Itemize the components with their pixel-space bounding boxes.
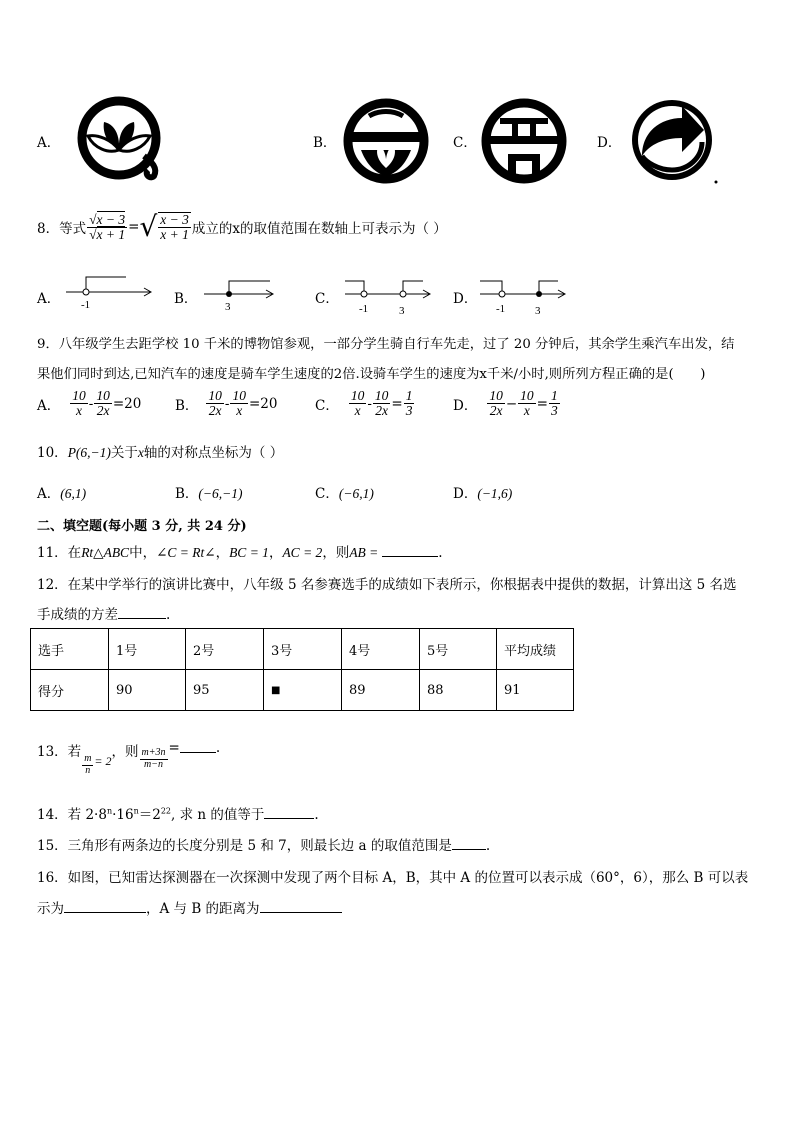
q11-end: . bbox=[438, 545, 443, 561]
q8-rhs-numerator: x − 3 bbox=[160, 212, 189, 227]
q9-d-eq: = bbox=[536, 395, 548, 412]
q10-point: P(6,−1) bbox=[67, 445, 111, 460]
q8-suffix: 成立的x的取值范围在数轴上可表示为（ ） bbox=[191, 221, 447, 238]
q11-text-4: ，则 bbox=[322, 545, 350, 561]
q11-text-2: ， bbox=[215, 545, 230, 561]
q9-option-a bbox=[37, 389, 141, 418]
q10-text-2: 轴的对称点坐标为（ ） bbox=[143, 445, 284, 461]
q10-a-label: A． bbox=[37, 486, 61, 502]
q8-numberline-c bbox=[343, 276, 435, 316]
question-13 bbox=[37, 740, 220, 776]
q9-b-rhs: =20 bbox=[248, 395, 278, 412]
q9-option-b bbox=[175, 389, 277, 418]
q9-a-n1: 10 bbox=[72, 388, 86, 403]
q14-exp-1: n bbox=[106, 806, 113, 816]
q9-option-c bbox=[315, 389, 415, 418]
table-header-cell: 2号 bbox=[186, 629, 264, 670]
q8-numberline-d bbox=[478, 276, 570, 316]
q11-cond-2: BC = 1 bbox=[229, 545, 269, 560]
q9-a-d2: 2x bbox=[96, 403, 110, 419]
q14-mid: ·16 bbox=[112, 807, 134, 823]
q12-answer-blank[interactable] bbox=[118, 606, 166, 619]
q12-end: . bbox=[166, 607, 171, 623]
q9-a-label: A． bbox=[37, 397, 61, 414]
q14-exp-3: 22 bbox=[160, 806, 172, 816]
q14-number: 14．若 2·8 bbox=[37, 807, 107, 823]
q9-d-d2: x bbox=[523, 403, 530, 419]
q14-answer-blank[interactable] bbox=[264, 806, 314, 819]
q12-line-2-text: 手成绩的方差 bbox=[37, 607, 118, 623]
q11-cond-3: AC = 2 bbox=[282, 545, 323, 560]
q10-b-label: B． bbox=[175, 486, 199, 502]
q8-d-tick-label-2: 3 bbox=[535, 305, 541, 316]
table-cell: 得分 bbox=[31, 670, 109, 711]
q9-a-d1: x bbox=[76, 403, 82, 419]
q9-a-op: - bbox=[88, 395, 94, 412]
q9-c-n1: 10 bbox=[350, 388, 365, 403]
q14-eq: ＝2 bbox=[138, 807, 161, 823]
q9-b-d2: x bbox=[236, 403, 243, 419]
table-header-cell: 选手 bbox=[31, 629, 109, 670]
q11-answer-blank[interactable] bbox=[382, 544, 438, 557]
q9-c-n2: 10 bbox=[374, 388, 389, 403]
q11-text-1: 中， bbox=[129, 545, 157, 561]
q9-line-1: 9．八年级学生去距学校 10 千米的博物馆参观，一部分学生骑自行车先走，过了 20 分钟后，其余学生乘汽车出发，结 bbox=[37, 337, 735, 352]
q8-b-tick-label: 3 bbox=[225, 301, 231, 313]
q10-a-answer: (6,1) bbox=[60, 486, 87, 501]
q9-d-op: − bbox=[505, 395, 518, 412]
q9-c-label: C． bbox=[315, 397, 339, 414]
q10-d-label: D． bbox=[453, 486, 478, 502]
q9-d-n1: 10 bbox=[489, 388, 503, 403]
q13-eq: = 2 bbox=[94, 754, 112, 768]
table-cell: 91 bbox=[497, 670, 574, 711]
table-header-row bbox=[31, 629, 574, 670]
q9-c-d1: x bbox=[354, 403, 361, 419]
q11-cond-4: AB = bbox=[349, 545, 379, 560]
q10-option-d bbox=[453, 482, 512, 502]
q13-comma: ，则 bbox=[111, 744, 139, 760]
section-2-heading: 二、填空题(每小题 3 分, 共 24 分) bbox=[37, 519, 247, 534]
q13-number: 13．若 bbox=[37, 744, 82, 760]
q8-lhs-numerator: √x − 3 bbox=[89, 211, 126, 227]
q7-option-d-label: D． bbox=[597, 135, 622, 151]
q9-d-rn: 1 bbox=[550, 388, 558, 403]
q8-d-tick-label-1: -1 bbox=[496, 303, 506, 315]
q13-f1-num: m bbox=[84, 753, 92, 764]
question-11 bbox=[37, 541, 443, 561]
q16-line-2a: 示为 bbox=[37, 901, 64, 917]
q15-text: 15．三角形有两条边的长度分别是 5 和 7，则最长边 a 的取值范围是 bbox=[37, 838, 452, 854]
q13-f1-den: n bbox=[85, 764, 91, 776]
q7-option-c-label: C． bbox=[453, 135, 477, 151]
building-logo-icon bbox=[478, 96, 570, 186]
q13-f2-num: m+3n bbox=[141, 747, 166, 758]
q9-option-d bbox=[453, 389, 561, 418]
question-14 bbox=[37, 803, 319, 823]
q8-option-b-label: B． bbox=[174, 291, 198, 307]
q8-numberline-a bbox=[64, 272, 156, 310]
q8-option-a-label: A． bbox=[37, 291, 61, 307]
q11-number: 11．在 bbox=[37, 545, 82, 561]
score-table bbox=[30, 628, 574, 711]
q12-line-1: 12．在某中学举行的演讲比赛中，八年级 5 名参赛选手的成绩如下表所示，你根据表中提供的数据，计算出这 5 名选 bbox=[37, 577, 737, 593]
q8-c-tick-label-2: 3 bbox=[399, 305, 405, 316]
q8-rhs-denominator: x + 1 bbox=[160, 227, 189, 243]
q8-a-tick-label: -1 bbox=[81, 299, 91, 310]
q10-axis: x bbox=[137, 445, 144, 460]
q8-lhs-fraction bbox=[87, 213, 127, 242]
q9-c-rd: 3 bbox=[405, 403, 413, 419]
q9-b-op: - bbox=[224, 395, 230, 412]
q13-end: . bbox=[215, 740, 221, 756]
question-10 bbox=[37, 441, 283, 461]
q9-c-op: - bbox=[367, 395, 372, 412]
q8-lhs-num-radicand: x − 3 bbox=[96, 211, 126, 227]
table-cell: 88 bbox=[420, 670, 497, 711]
q8-option-d-label: D． bbox=[453, 291, 478, 307]
q13-f2-den: m−n bbox=[144, 758, 164, 770]
q15-end: . bbox=[485, 838, 491, 854]
q13-answer-blank[interactable] bbox=[180, 740, 216, 753]
q9-b-label: B． bbox=[175, 397, 199, 414]
question-15 bbox=[37, 834, 490, 854]
q13-eq2: = bbox=[168, 740, 180, 756]
flower-logo-icon bbox=[341, 96, 431, 186]
q9-c-d2: 2x bbox=[375, 403, 389, 419]
q9-d-label: D． bbox=[453, 397, 478, 414]
q10-option-c bbox=[315, 482, 374, 502]
q11-text-3: ， bbox=[268, 545, 283, 561]
q16-line-2 bbox=[37, 897, 342, 917]
q9-c-eq: = bbox=[391, 395, 403, 412]
q9-line-2: 果他们同时到达,已知汽车的速度是骑车学生速度的2倍.设骑车学生的速度为x千米/小时,则所列方程正确的是( ) bbox=[37, 367, 706, 382]
q9-a-n2: 10 bbox=[96, 388, 110, 403]
table-header-cell: 3号 bbox=[264, 629, 342, 670]
q7-option-a-label: A． bbox=[37, 135, 61, 151]
q9-d-d1: 2x bbox=[489, 403, 503, 419]
q9-d-rd: 3 bbox=[550, 403, 558, 419]
q16-answer-blank-2[interactable] bbox=[260, 900, 342, 913]
table-cell: 95 bbox=[186, 670, 264, 711]
q10-d-answer: (−1,6) bbox=[477, 486, 513, 501]
table-cell: 89 bbox=[342, 670, 420, 711]
leaf-logo-icon bbox=[74, 94, 166, 186]
q9-d-n2: 10 bbox=[520, 388, 534, 403]
q9-b-d1: 2x bbox=[208, 403, 222, 419]
q8-lhs-den-radicand: x + 1 bbox=[96, 226, 126, 242]
q11-triangle: Rt△ABC bbox=[81, 545, 130, 560]
q14-end: . bbox=[314, 807, 319, 823]
q8-lhs-denominator: √x + 1 bbox=[89, 226, 126, 242]
q10-option-b bbox=[175, 482, 243, 502]
q8-c-tick-label-1: -1 bbox=[359, 303, 369, 315]
q8-prefix: 等式 bbox=[59, 221, 87, 238]
q14-exp-2: n bbox=[133, 806, 139, 816]
q14-tail: , 求 n 的值等于 bbox=[171, 807, 265, 823]
q15-answer-blank[interactable] bbox=[452, 837, 486, 850]
question-8: 8． 等式 $\frac{√x - 3}{√x + 1}$ = √ $\frac{x - 3}{x + 1}$ 成立的x的取值范围在数轴上可表示为（ ） bbox=[37, 210, 447, 244]
recycle-arrow-icon bbox=[628, 96, 722, 188]
q12-line-2 bbox=[37, 603, 170, 623]
q10-c-answer: (−6,1) bbox=[338, 486, 374, 501]
q10-text-1: 关于 bbox=[110, 445, 138, 461]
q7-option-b-label: B． bbox=[313, 135, 337, 151]
q16-line-2b: ，A 与 B 的距离为 bbox=[146, 901, 260, 917]
table-row bbox=[31, 670, 574, 711]
q10-number: 10． bbox=[37, 445, 68, 461]
table-header-cell: 1号 bbox=[109, 629, 186, 670]
q9-a-rhs: =20 bbox=[112, 395, 142, 412]
q10-c-label: C． bbox=[315, 486, 339, 502]
q8-rhs-sqrt: √ $\frac{x - 3}{x + 1}$ bbox=[139, 210, 189, 244]
q10-option-a bbox=[37, 482, 86, 502]
q10-b-answer: (−6,−1) bbox=[198, 486, 243, 501]
q8-numberline-b bbox=[202, 278, 278, 314]
table-header-cell: 5号 bbox=[420, 629, 497, 670]
table-cell: 90 bbox=[109, 670, 186, 711]
q16-answer-blank-1[interactable] bbox=[64, 900, 146, 913]
q8-option-c-label: C． bbox=[315, 291, 339, 307]
table-header-cell: 平均成绩 bbox=[497, 629, 574, 670]
table-header-cell: 4号 bbox=[342, 629, 420, 670]
table-cell: ■ bbox=[264, 670, 342, 711]
q11-cond-1: ∠C = Rt∠ bbox=[156, 545, 216, 560]
q8-number: 8． bbox=[37, 221, 60, 238]
q9-b-n1: 10 bbox=[208, 388, 222, 403]
q9-c-rn: 1 bbox=[405, 388, 413, 403]
q9-b-n2: 10 bbox=[232, 388, 246, 403]
q16-line-1: 16．如图，已知雷达探测器在一次探测中发现了两个目标 A，B，其中 A 的位置可以表示成（60°，6），那么 B 可以表 bbox=[37, 870, 749, 886]
